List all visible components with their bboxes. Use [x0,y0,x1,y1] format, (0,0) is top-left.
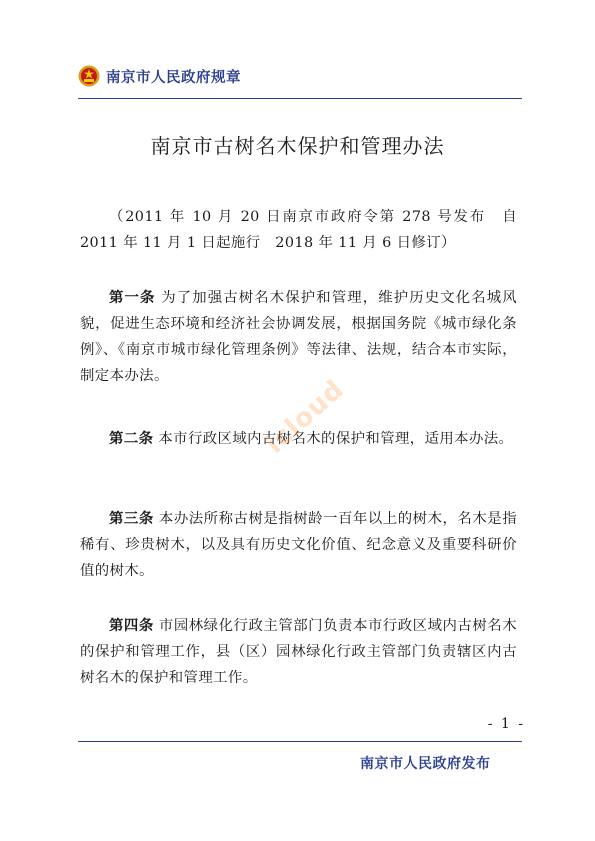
article-label: 第三条 [109,511,154,527]
article-text: 为了加强古树名木保护和管理，维护历史文化名城风貌，促进生态环境和经济社会协调发展，根据国务院《城市绿化条例》、《南京市城市绿化管理条例》等法律、法规，结合本市实际，制定本办法。 [80,290,518,384]
article-label: 第二条 [109,431,154,447]
footer-publisher: 南京市人民政府发布 [360,756,491,772]
article-3 [80,506,517,584]
article-text: 本办法所称古树是指树龄一百年以上的树木，名木是指稀有、珍贵树木，以及具有历史文化价值、纪念意义及重要科研价值的树木。 [80,511,517,579]
document-title: 南京市古树名木保护和管理办法 [150,134,445,158]
page-number: - 1 - [487,716,525,732]
footer-divider [78,741,522,742]
header-title: 南京市人民政府规章 [106,69,241,86]
article-1 [80,285,517,389]
article-text: 本市行政区域内古树名木的保护和管理，适用本办法。 [158,431,514,447]
header-divider [78,98,522,99]
article-label: 第四条 [109,618,154,634]
article-text: 市园林绿化行政主管部门负责本市行政区域内古树名木的保护和管理工作，县（区）园林绿化行政主管部门负责辖区内古树名木的保护和管理工作。 [80,618,517,686]
watermark: icloud [260,374,351,460]
article-4 [80,613,517,691]
national-emblem-icon [78,65,100,87]
page-header [78,62,241,90]
document-meta: （2011 年 10 月 20 日南京市政府令第 278 号发布 自 2011 年 11 月 1 日起施行 2018 年 11 月 6 日修订） [80,209,517,251]
article-label: 第一条 [109,290,156,306]
